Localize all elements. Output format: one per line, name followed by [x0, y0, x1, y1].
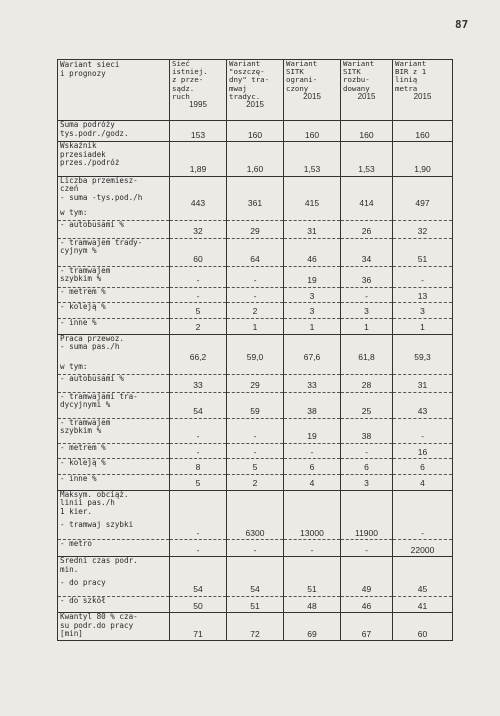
table-cell: 33 — [284, 375, 341, 393]
table-cell: 1 — [227, 318, 284, 334]
table-cell: - — [227, 443, 284, 459]
table-cell: 3 — [393, 303, 453, 319]
table-row — [58, 303, 453, 319]
table-cell: 1,53 — [341, 142, 393, 176]
table-cell: 25 — [341, 392, 393, 418]
header-cell — [227, 60, 284, 121]
table-cell — [341, 363, 393, 374]
table-cell: 497 — [393, 176, 453, 209]
table-cell: 160 — [227, 121, 284, 142]
table-cell: - — [170, 443, 227, 459]
table-cell: - — [170, 287, 227, 303]
row-label: - tramwajem szybkim % — [58, 266, 170, 287]
table-row — [58, 363, 453, 374]
table-cell: - — [227, 266, 284, 287]
table-cell: - — [227, 287, 284, 303]
table-cell — [284, 209, 341, 220]
table-cell: 414 — [341, 176, 393, 209]
table-cell: 48 — [284, 596, 341, 613]
table-cell — [170, 557, 227, 580]
header-cell-text: Wariant "oszczę- dny" tra- mwaj tradyc. — [229, 59, 270, 101]
header-cell-text: Wariant SITK rozbu- dowany — [343, 59, 375, 93]
row-label: - autobusami % — [58, 221, 170, 239]
table-cell: 60 — [393, 613, 453, 641]
table-cell: - — [170, 521, 227, 540]
table-row — [58, 474, 453, 490]
table-cell: 1 — [341, 318, 393, 334]
table-cell: 34 — [341, 238, 393, 266]
table-cell: - — [170, 266, 227, 287]
table-cell: 160 — [284, 121, 341, 142]
table-cell: 46 — [341, 596, 393, 613]
table-cell — [393, 209, 453, 220]
table-cell: 3 — [341, 303, 393, 319]
row-label: - koleją % — [58, 459, 170, 475]
table-cell: - — [227, 540, 284, 557]
table-cell: 41 — [393, 596, 453, 613]
table-row — [58, 521, 453, 540]
table-cell: 28 — [341, 375, 393, 393]
table-cell: - — [393, 521, 453, 540]
table-row — [58, 318, 453, 334]
header-cell — [170, 60, 227, 121]
table-row — [58, 287, 453, 303]
table-cell: 1,53 — [284, 142, 341, 176]
table-row — [58, 613, 453, 641]
row-label: - do szkół — [58, 596, 170, 613]
table-row — [58, 221, 453, 239]
table-row — [58, 443, 453, 459]
table-row — [58, 176, 453, 209]
table-cell: 67,6 — [284, 334, 341, 363]
table-cell: 54 — [170, 392, 227, 418]
table-cell: - — [170, 418, 227, 443]
table-cell: 54 — [227, 579, 284, 596]
table-cell: 51 — [227, 596, 284, 613]
table-cell — [170, 490, 227, 521]
table-cell: 415 — [284, 176, 341, 209]
row-label: Suma podróży tys.podr./godz. — [58, 121, 170, 142]
table-cell: 59,0 — [227, 334, 284, 363]
table-cell: 443 — [170, 176, 227, 209]
row-label: - tramwajem szybkim % — [58, 418, 170, 443]
table-cell — [170, 363, 227, 374]
row-label: - tramwaj szybki — [58, 521, 170, 540]
table-cell — [284, 363, 341, 374]
row-label: - inne % — [58, 318, 170, 334]
table-cell: 8 — [170, 459, 227, 475]
table-cell: 67 — [341, 613, 393, 641]
table-cell: 5 — [170, 474, 227, 490]
table-cell: 160 — [341, 121, 393, 142]
header-cell-text: Sieć istniej. z prze- sądz. ruch — [172, 59, 208, 101]
table-cell: 1,60 — [227, 142, 284, 176]
table-cell: 50 — [170, 596, 227, 613]
header-cell-year: 2015 — [246, 100, 264, 110]
table-cell: 60 — [170, 238, 227, 266]
table-cell: 13000 — [284, 521, 341, 540]
table-cell: 16 — [393, 443, 453, 459]
table-cell — [393, 490, 453, 521]
table-cell: 29 — [227, 375, 284, 393]
data-table — [57, 59, 453, 641]
row-label: - tramwajami tra- dycyjnymi % — [58, 392, 170, 418]
row-label: Średni czas podr. min. — [58, 557, 170, 580]
table-cell: 32 — [170, 221, 227, 239]
header-cell-year: 2015 — [303, 91, 321, 101]
table-cell: 2 — [227, 474, 284, 490]
table-cell: 51 — [284, 579, 341, 596]
table-cell — [227, 557, 284, 580]
table-cell: - — [341, 287, 393, 303]
table-cell — [284, 557, 341, 580]
row-label: Liczba przemiesz- czeń - suma -tys.pod./h — [58, 176, 170, 209]
row-label: w tym: — [58, 363, 170, 374]
header-cell — [284, 60, 341, 121]
row-label: - inne % — [58, 474, 170, 490]
header-cell — [393, 60, 453, 121]
row-label: - autobusami % — [58, 375, 170, 393]
table-cell: - — [341, 443, 393, 459]
table-row — [58, 557, 453, 580]
row-label: - metrem % — [58, 287, 170, 303]
table-cell: 29 — [227, 221, 284, 239]
table-cell: 6 — [393, 459, 453, 475]
table-cell: 59,3 — [393, 334, 453, 363]
table-cell: 4 — [284, 474, 341, 490]
table-cell: 59 — [227, 392, 284, 418]
table-cell: 31 — [284, 221, 341, 239]
table-cell — [341, 490, 393, 521]
header-cell-year: 1995 — [189, 100, 207, 110]
header-cell-variant: Wariant sieci i prognozy — [58, 60, 170, 121]
table-row — [58, 490, 453, 521]
row-label: - metro — [58, 540, 170, 557]
table-cell: 46 — [284, 238, 341, 266]
table-row — [58, 418, 453, 443]
row-label: Wskaźnik przesiadek przes./podróż — [58, 142, 170, 176]
row-label: - metrem % — [58, 443, 170, 459]
table-cell: 361 — [227, 176, 284, 209]
table-cell — [227, 363, 284, 374]
header-row — [58, 60, 453, 121]
table-row — [58, 121, 453, 142]
table-cell: 71 — [170, 613, 227, 641]
table-cell — [393, 363, 453, 374]
table-cell: 32 — [393, 221, 453, 239]
table-cell: 31 — [393, 375, 453, 393]
row-label: - tramwajem trady- cyjnym % — [58, 238, 170, 266]
row-label: Praca przewoz. - suma pas./h — [58, 334, 170, 363]
table-cell: 4 — [393, 474, 453, 490]
table-cell: 13 — [393, 287, 453, 303]
table-cell — [284, 490, 341, 521]
table-row — [58, 596, 453, 613]
header-cell-year: 2015 — [357, 91, 376, 101]
table-cell: - — [227, 418, 284, 443]
table-cell: - — [284, 443, 341, 459]
table-cell — [227, 490, 284, 521]
table-row — [58, 375, 453, 393]
table-cell: 36 — [341, 266, 393, 287]
table-row — [58, 392, 453, 418]
table-cell: 1 — [284, 318, 341, 334]
table-row — [58, 579, 453, 596]
table-cell: 49 — [341, 579, 393, 596]
table-cell: 43 — [393, 392, 453, 418]
header-cell-year: 2015 — [413, 91, 432, 101]
table-row — [58, 334, 453, 363]
header-cell-text: Wariant BIR z 1 linią metra — [395, 59, 427, 93]
table-cell: 6 — [284, 459, 341, 475]
table-cell: 26 — [341, 221, 393, 239]
table-row — [58, 459, 453, 475]
table-cell: 2 — [227, 303, 284, 319]
table-cell: 66,2 — [170, 334, 227, 363]
header-cell — [341, 60, 393, 121]
page-number: 87 — [455, 18, 469, 31]
table-cell: - — [341, 540, 393, 557]
table-cell: 6 — [341, 459, 393, 475]
table-cell: 38 — [341, 418, 393, 443]
table-cell: 72 — [227, 613, 284, 641]
table-cell: 3 — [284, 287, 341, 303]
table-cell: 6300 — [227, 521, 284, 540]
header-cell-text: Wariant SITK ograni- czony — [286, 59, 318, 93]
table-cell: 19 — [284, 418, 341, 443]
table-cell: 69 — [284, 613, 341, 641]
table-cell — [393, 557, 453, 580]
table-cell: 64 — [227, 238, 284, 266]
row-label: Kwantyl 80 % cza- su podr.do pracy [min] — [58, 613, 170, 641]
table-cell — [227, 209, 284, 220]
table-cell: - — [170, 540, 227, 557]
table-cell: 61,8 — [341, 334, 393, 363]
row-label: - koleją % — [58, 303, 170, 319]
table-cell: 1,90 — [393, 142, 453, 176]
table-row — [58, 266, 453, 287]
table-row — [58, 209, 453, 220]
table-cell: - — [393, 266, 453, 287]
table-cell: - — [284, 540, 341, 557]
table-row — [58, 540, 453, 557]
table-cell: 19 — [284, 266, 341, 287]
table-cell: - — [393, 418, 453, 443]
table-cell — [170, 209, 227, 220]
table-cell: 1,89 — [170, 142, 227, 176]
table-row — [58, 238, 453, 266]
table-cell: 11900 — [341, 521, 393, 540]
row-label: - do pracy — [58, 579, 170, 596]
table-cell: 51 — [393, 238, 453, 266]
table-cell: 5 — [227, 459, 284, 475]
table-cell: 160 — [393, 121, 453, 142]
table-cell: 54 — [170, 579, 227, 596]
row-label: w tym: — [58, 209, 170, 220]
table-cell: 153 — [170, 121, 227, 142]
table-cell: 22000 — [393, 540, 453, 557]
table-cell — [341, 209, 393, 220]
table-cell: 2 — [170, 318, 227, 334]
table-cell: 3 — [284, 303, 341, 319]
table-cell — [341, 557, 393, 580]
table-cell: 38 — [284, 392, 341, 418]
table-cell: 45 — [393, 579, 453, 596]
row-label: Maksym. obciąż. linii pas./h 1 kier. — [58, 490, 170, 521]
table-cell: 3 — [341, 474, 393, 490]
table-cell: 5 — [170, 303, 227, 319]
table-row — [58, 142, 453, 176]
table-cell: 33 — [170, 375, 227, 393]
table-cell: 1 — [393, 318, 453, 334]
